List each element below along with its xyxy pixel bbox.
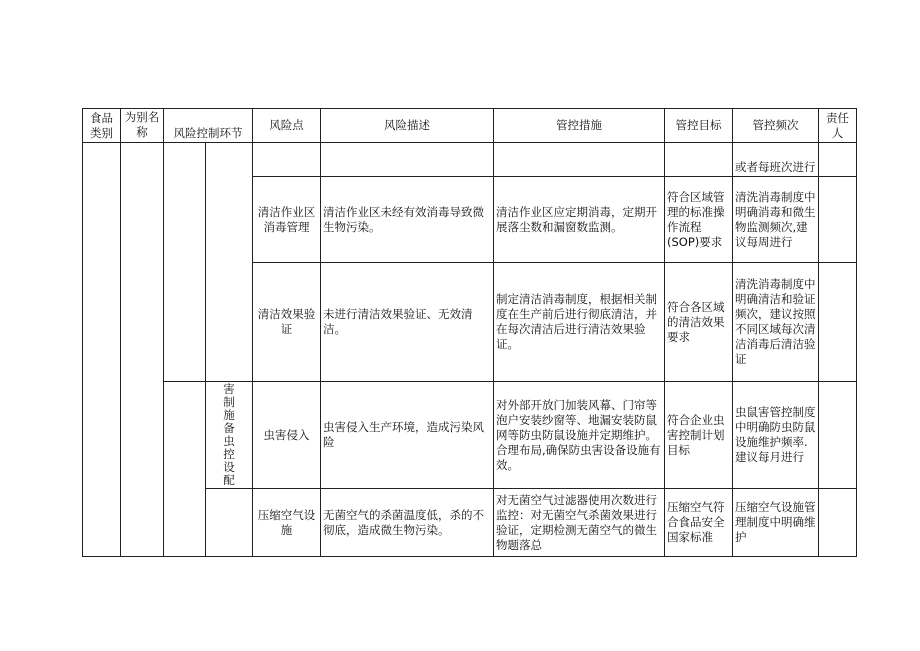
header-owner: 责任人 xyxy=(819,109,857,143)
category-name-cell xyxy=(121,143,164,557)
sub-stage-cell xyxy=(206,143,253,382)
frequency-cell: 或者每班次进行 xyxy=(733,143,819,177)
measures-cell: 清洁作业区应定期消毒，定期开展落尘数和漏窗数监测。 xyxy=(494,177,665,263)
header-row xyxy=(83,109,857,143)
control-stage-cell xyxy=(164,382,206,557)
frequency-cell: 清洗消毒制度中明确清洁和验证频次，建议按照不同区域每次清洁消毒后清洁验证 xyxy=(733,263,819,382)
target-cell: 压缩空气符合食品安全国家标准 xyxy=(665,489,733,557)
header-risk-desc: 风险描述 xyxy=(321,109,494,143)
risk-desc-cell: 清洁作业区未经有效消毒导致微生物污染。 xyxy=(321,177,494,263)
risk-point-cell xyxy=(253,143,321,177)
owner-cell xyxy=(819,263,857,382)
risk-desc-cell: 虫害侵入生产环境，造成污染风险 xyxy=(321,382,494,489)
sub-stage-cell xyxy=(206,489,253,557)
risk-desc-cell: 无菌空气的杀菌温度低，杀的不彻底，造成微生物污染。 xyxy=(321,489,494,557)
frequency-cell: 压缩空气设施管理制度中明确维护 xyxy=(733,489,819,557)
header-frequency: 管控频次 xyxy=(733,109,819,143)
measures-cell: 对外部开放门加装风幕、门帘等泡户安装纱窗等、地漏安装防鼠网等防虫防鼠设施并定期维护。合理布局,确保防虫害设备设施有效。 xyxy=(494,382,665,489)
risk-desc-cell xyxy=(321,143,494,177)
header-risk-point: 风险点 xyxy=(253,109,321,143)
measures-cell xyxy=(494,143,665,177)
owner-cell xyxy=(819,382,857,489)
table-row xyxy=(83,143,857,177)
risk-desc-cell: 未进行清洁效果验证、无效清洁。 xyxy=(321,263,494,382)
risk-point-cell: 清洁效果验证 xyxy=(253,263,321,382)
owner-cell xyxy=(819,489,857,557)
owner-cell xyxy=(819,143,857,177)
measures-cell: 制定清洁消毒制度，根据相关制度在生产前后进行彻底清洁，并在每次清洁后进行清洁效果验证。 xyxy=(494,263,665,382)
frequency-cell: 虫鼠害管控制度中明确防虫防鼠设施维护频率.建议每月进行 xyxy=(733,382,819,489)
header-target: 管控目标 xyxy=(665,109,733,143)
header-control-stage: 风险控制环节 xyxy=(164,109,253,143)
target-cell: 符合企业虫害控制计划目标 xyxy=(665,382,733,489)
target-cell: 符合区域管理的标准操作流程(SOP)要求 xyxy=(665,177,733,263)
risk-point-cell: 虫害侵入 xyxy=(253,382,321,489)
risk-point-cell: 清洁作业区消毒管理 xyxy=(253,177,321,263)
header-category-name: 为别名称 xyxy=(121,109,164,143)
sub-stage-pest-cell: 害制施备虫控设配 xyxy=(206,382,253,489)
risk-point-cell: 压缩空气设施 xyxy=(253,489,321,557)
table-row xyxy=(83,382,857,489)
food-category-cell xyxy=(83,143,121,557)
target-cell xyxy=(665,143,733,177)
owner-cell xyxy=(819,177,857,263)
measures-cell: 对无菌空气过滤器使用次数进行监控：对无菌空气杀菌效果进行验证，定期检测无菌空气的微生物题落总 xyxy=(494,489,665,557)
header-food-category: 食品类别 xyxy=(83,109,121,143)
control-stage-cell xyxy=(164,143,206,382)
target-cell: 符合各区域的清洁效果要求 xyxy=(665,263,733,382)
risk-control-table xyxy=(82,108,857,557)
header-measures: 管控措施 xyxy=(494,109,665,143)
frequency-cell: 清洗消毒制度中明确消毒和微生物监测频次,建议每周进行 xyxy=(733,177,819,263)
